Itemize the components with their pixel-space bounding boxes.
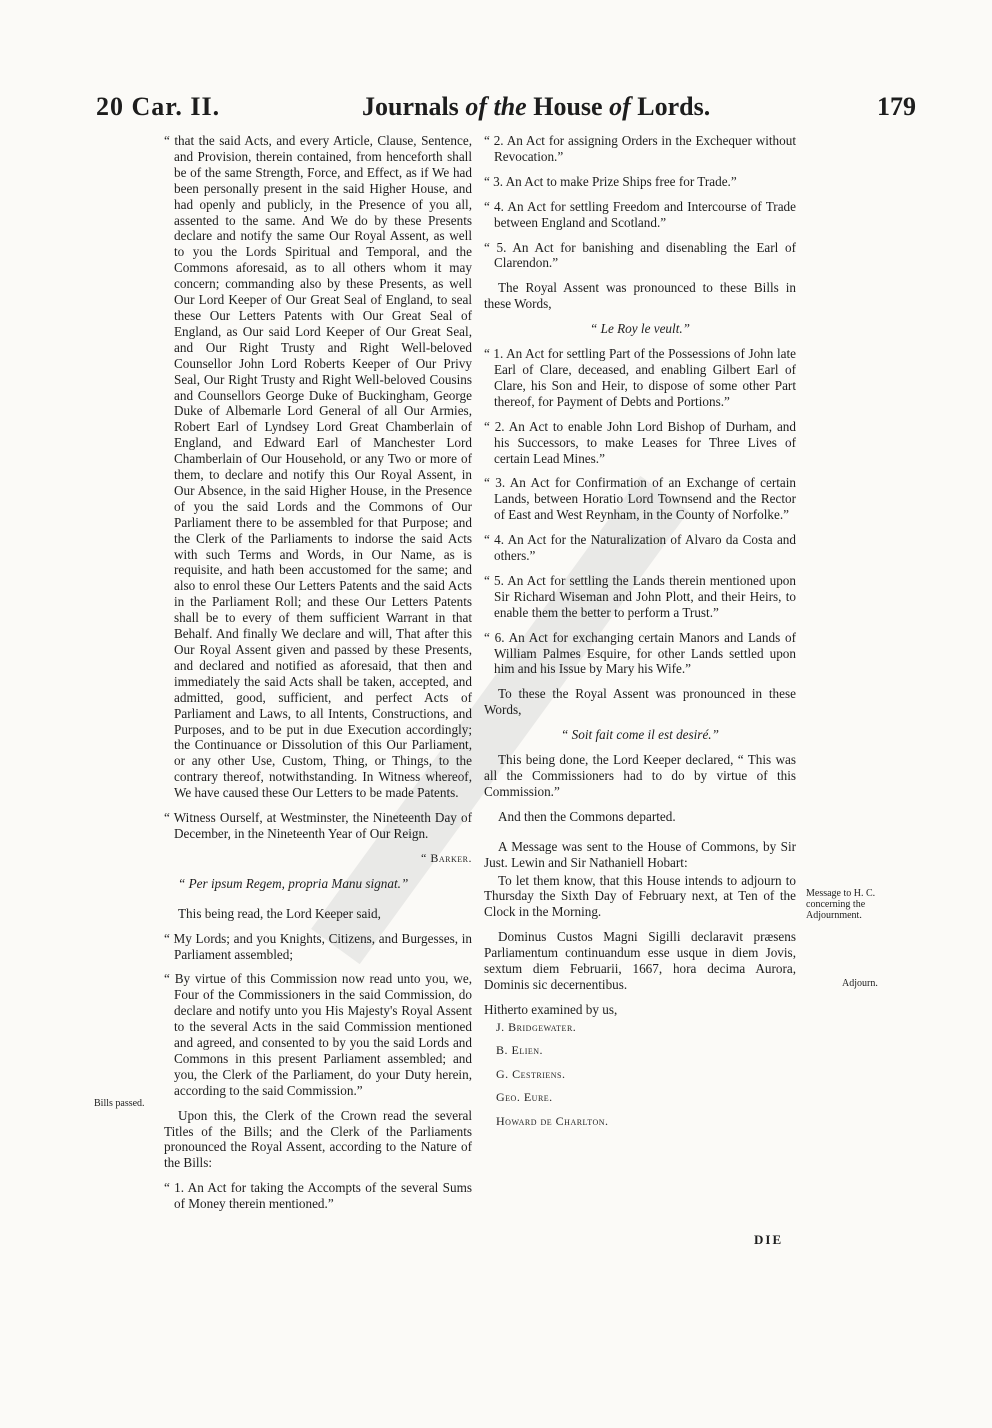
left-column [164, 133, 472, 1221]
act-3-prize-ships: “ 3. An Act to make Prize Ships free for Trade.” [484, 173, 737, 189]
page-number: 179 [877, 92, 916, 121]
witness-clause: “ Witness Ourself, at Westminster, the Nineteenth Day of December, in the Nineteenth Year of Our Reign. [164, 810, 472, 841]
right-column [484, 133, 796, 1137]
lord-keeper-said: This being read, the Lord Keeper said, [178, 905, 381, 921]
private-act-1: “ 1. An Act for settling Part of the Possessions of John late Earl of Clare, deceased, and enabling Gilbert Earl of Clare, his Son and Heir, to dispose of some other Part thereof, for Payment of Debts and Portions.” [484, 346, 796, 409]
adjourn-notice: To let them know, that this House intends to adjourn to Thursday the Sixth Day of February next, at Ten of the Clock in the Morning. [484, 872, 796, 920]
message-to-commons: A Message was sent to the House of Commons, by Sir Just. Lewin and Sir Nathaniell Hobart: [484, 838, 796, 870]
latin-adjournment: Dominus Custos Magni Sigilli declaravit præsens Parliamentum continuandum esse usque in diem Jovis, sextum diem Februarii, 1667, hora decima Aurora, Dominis sic decernentibus. [484, 929, 796, 992]
commission-text: “ that the said Acts, and every Article, Clause, Sentence, and Provision, therein contained, from henceforth shall be of the same Strength, Force, and Effect, as if We had been personally present in the said Higher House, and had openly and publicly, in the Presence of you all, assented to the same. And We do by these Presents declare and notify the same Our Royal Assent, as well to you the Lords Spiritual and Temporal, and the Commons aforesaid, as to all others whom it may concern; commanding also by these Presents, as well Our Lord Keeper of Our Great Seal of England, to seal these Our Letters Patents with Our Great Seal of England, as Our said Lord Keeper of Our Great Seal, and Our Right Trusty and Right Well-beloved Counsellor John Lord Roberts Keeper of Our Privy Seal, Our Right Trusty and Right Well-beloved Cousins and Counsellors George Duke of Buckingham, George Duke of Albemarle Lord General of all Our Armies, Robert Earl of Lyndsey Lord Great Chamberlain of England, and Edward Earl of Manchester Lord Chamberlain of Our Household, or any Two or more of them, to declare and notify this Our Royal Assent, in Our Absence, in the said Higher House, in the Presence of you the said Lords and the Commons of Our Parliament there to be assembled for that Purpose; and the Clerk of the Parliaments to indorse the said Acts with such Terms and Words, in Our Name, as is requisite, and hath been accustomed for the same; and also to enrol these Our Letters Patents and the said Acts in the Parliament Roll; and these Our Letters Patents shall be to every of them sufficient Warrant in that Behalf. And finally We declare and will, That after this Our Royal Assent given and passed by these Presents, and declared and notified as aforesaid, that then and immediately the said Acts shall be taken, accepted, and admitted, good, sufficient, and perfect Acts of Parliament and Laws, to all Intents, Constructions, and Purposes, and to be put in due Execution accordingly; the Continuance or Dissolution of this Our Parliament, or any other Use, Custom, Thing, or Things, to the contrary thereof, notwithstanding. In Witness whereof, We have caused these Our Letters to be made Patents. [164, 133, 472, 801]
catchword: DIE [754, 1232, 784, 1247]
header-title-word: of [465, 92, 487, 121]
margin-note-bills-passed: Bills passed. [94, 1098, 145, 1109]
page-header [96, 92, 916, 132]
header-title-word: Lords. [637, 92, 711, 121]
act-5-clarendon: “ 5. An Act for banishing and disenabling the Earl of Clarendon.” [484, 239, 796, 271]
header-title-word: House [533, 92, 603, 121]
soit-fait: “ Soit fait come il est desiré.” [561, 727, 719, 743]
act-2-orders: “ 2. An Act for assigning Orders in the Exchequer without Revocation.” [484, 133, 796, 164]
header-title-word: the [493, 92, 527, 121]
act-1-accompts: “ 1. An Act for taking the Accompts of the several Sums of Money therein mentioned.” [164, 1180, 472, 1212]
commons-departed: And then the Commons departed. [498, 808, 676, 824]
lord-keeper-declared: This being done, the Lord Keeper declared, “ This was all the Commissioners had to do by virtue of this Commission.” [484, 752, 796, 799]
header-title-word: Journals [362, 92, 459, 121]
examiner: Howard de Charlton. [496, 1113, 609, 1128]
private-act-6: “ 6. An Act for exchanging certain Manors and Lands of William Palmes Esquire, for other Lands settled upon him and his Issue by Mary his Wife.” [484, 629, 796, 677]
address-lords: “ My Lords; and you Knights, Citizens, and Burgesses, in Parliament assembled; [164, 930, 472, 962]
header-title-word: of [609, 92, 631, 121]
examiner: Geo. Eure. [496, 1090, 553, 1105]
private-act-4: “ 4. An Act for the Naturalization of Alvaro da Costa and others.” [484, 532, 796, 564]
signature-barker: “ Barker. [421, 850, 472, 865]
margin-note-adjourn: Adjourn. [842, 978, 878, 989]
per-ipsum: “ Per ipsum Regem, propria Manu signat.” [178, 875, 409, 891]
clerk-reads-titles: Upon this, the Clerk of the Crown read the several Titles of the Bills; and the Clerk of the Parliaments pronounced the Royal Assent, according to the Nature of the Bills: [164, 1107, 472, 1171]
commission-declaration: “ By virtue of this Commission now read unto you, we, Four of the Commissioners in the said Commission, do declare and notify unto you His Majesty's Royal Assent to the several Acts in the said Commission mentioned and agreed, and consented to by you the said Lords and Commons in this present Parliament assembled; and you, the Clerk of the Parliament, do your Duty herein, according to the said Commission.” [164, 971, 472, 1098]
private-assent-intro: To these the Royal Assent was pronounced in these Words, [484, 686, 796, 718]
act-4-trade: “ 4. An Act for settling Freedom and Intercourse of Trade between England and Scotland.” [484, 198, 796, 230]
examiner: G. Cestriens. [496, 1066, 566, 1081]
le-roy-le-veult: “ Le Roy le veult.” [590, 321, 690, 337]
royal-assent-intro: The Royal Assent was pronounced to these Bills in these Words, [484, 280, 796, 312]
header-regnal-year: 20 Car. II. [96, 92, 221, 121]
hitherto-examined: Hitherto examined by us, [484, 1001, 618, 1017]
private-act-5: “ 5. An Act for settling the Lands therein mentioned upon Sir Richard Wiseman and John Plott, and their Heirs, to enable them the better to perform a Trust.” [484, 572, 796, 620]
margin-note-message: Message to H. C. concerning the Adjournment. [806, 888, 876, 921]
private-act-2: “ 2. An Act to enable John Lord Bishop of Durham, and his Successors, to make Leases for Three Lives of certain Lead Mines.” [484, 418, 796, 466]
examiners-list [484, 1020, 796, 1129]
examiner: J. Bridgewater. [496, 1019, 577, 1034]
header-title [362, 92, 710, 122]
examiner: B. Elien. [496, 1043, 544, 1058]
private-act-3: “ 3. An Act for Confirmation of an Exchange of certain Lands, between Horatio Lord Townsend and the Rector of East and West Reynham, in the County of Norfolke.” [484, 475, 796, 523]
